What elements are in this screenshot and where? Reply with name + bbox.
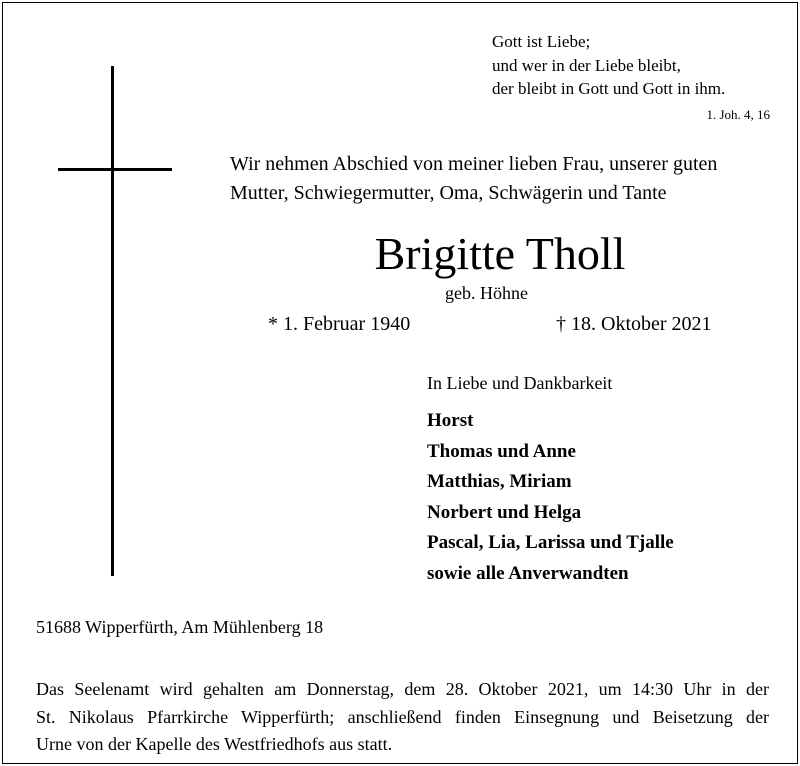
birth-date: * 1. Februar 1940 [268, 313, 411, 335]
cross-vertical-bar [111, 66, 114, 576]
list-item: Pascal, Lia, Larissa und Tjalle [427, 532, 674, 553]
mourners-list [427, 406, 674, 589]
service-line: Urne von der Kapelle des Westfriedhofs aus statt. [36, 734, 393, 754]
farewell-line: Wir nehmen Abschied von meiner lieben Frau, unserer guten [230, 153, 718, 175]
service-line: St. Nikolaus Pfarrkirche Wipperfürth; anschließend finden Einsegnung und Beisetzung der [36, 706, 769, 727]
quote-line: und wer in der Liebe bleibt, [492, 55, 681, 75]
list-item: Horst [427, 410, 474, 431]
mourners-heading: In Liebe und Dankbarkeit [427, 373, 613, 393]
list-item: sowie alle Anverwandten [427, 562, 629, 584]
list-item: Matthias, Miriam [427, 471, 572, 492]
service-line: Das Seelenamt wird gehalten am Donnerstag, dem 28. Oktober 2021, um 14:30 Uhr in der [36, 679, 769, 699]
bible-quote [492, 30, 725, 101]
list-item: Norbert und Helga [427, 501, 582, 523]
list-item: Thomas und Anne [427, 440, 576, 462]
quote-line: Gott ist Liebe; [492, 32, 591, 51]
farewell-line: Mutter, Schwiegermutter, Oma, Schwägerin und Tante [230, 182, 667, 204]
bible-reference: 1. Joh. 4, 16 [706, 107, 770, 122]
maiden-name: geb. Höhne [445, 283, 528, 303]
funeral-service-info [36, 676, 769, 759]
death-date: † 18. Oktober 2021 [556, 313, 712, 335]
obituary-border [2, 2, 798, 764]
address: 51688 Wipperfürth, Am Mühlenberg 18 [36, 617, 324, 637]
quote-line: der bleibt in Gott und Gott in ihm. [492, 79, 726, 98]
farewell-text [230, 150, 717, 208]
cross-horizontal-bar [58, 168, 172, 171]
deceased-name: Brigitte Tholl [374, 228, 626, 279]
